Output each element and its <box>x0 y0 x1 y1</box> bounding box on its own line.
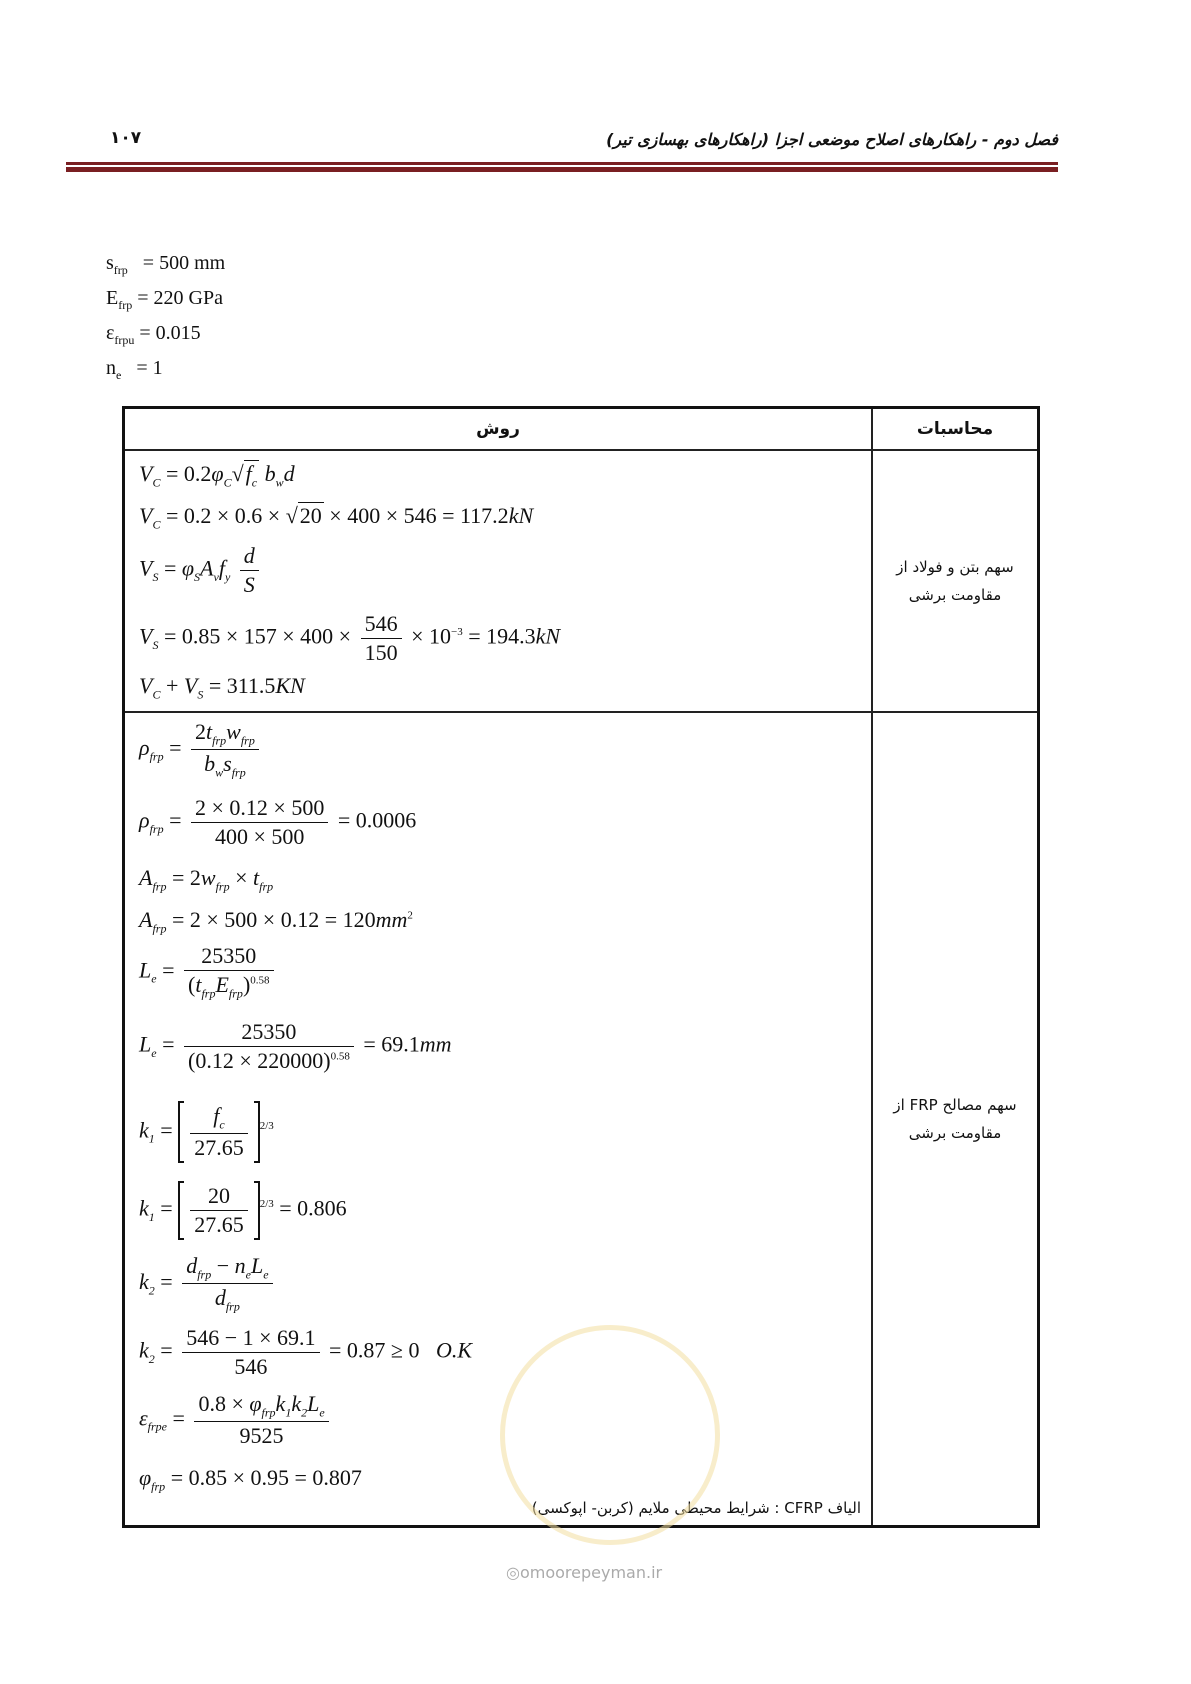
eq-afrp-value: $A_{frp} = 2 \times 500 \times 0.12 = 120mm^2$ <box>139 907 413 936</box>
eq-afrp-formula: $A_{frp} = 2w_{frp} \times t_{frp}$ <box>139 865 274 894</box>
eq-vsum: $V_C + V_S = 311.5KN$ <box>139 673 305 702</box>
eq-vs-value: $V_S = 0.85 \times 157 \times 400$ × $\frac{546}{150}$ × $10^{-3} = 194.3kN$ <box>139 611 561 665</box>
label-frp: سهم مصالح FRP از مقاومت برشی <box>872 712 1039 1526</box>
watermark-seal <box>500 1325 720 1545</box>
header-rule <box>66 162 1058 165</box>
eq-vs-formula: $V_S = \varphi_SA_vf_y$ $\frac{d}{S}$ <box>139 543 263 598</box>
eq-k2-formula: $k_2$ = $\frac{d_{frp} - n_eL_e}{d_{frp}}$ <box>139 1253 277 1315</box>
param-eps: $\varepsilon_{frpu} = 0.015$ <box>106 322 201 347</box>
header-method: روش <box>124 408 873 451</box>
input-parameters <box>106 249 225 389</box>
eq-vc-value: $V_C = 0.2 \times 0.6 \times √20 \times 400 \times 546 = 117.2kN$ <box>139 503 534 532</box>
eq-k1-formula: $k_1$ = $\frac{f_c}{27.65}$ $^{2/3}$ <box>139 1101 274 1163</box>
param-e: $E_{frp} = 220$ GPa <box>106 287 223 312</box>
chapter-title: فصل دوم - راهکارهای اصلاح موضعی اجزا (راهکارهای بهسازی تیر) <box>606 130 1058 149</box>
eq-eps-formula: $\varepsilon_{frpe}$ = $\frac{0.8 \times \varphi_{frp}k_1k_2L_e}{9525}$ <box>139 1391 333 1449</box>
eq-vc-formula: $V_C = 0.2\varphi_C√f_c$ $b_wd$ <box>139 461 295 490</box>
header-calc: محاسبات <box>872 408 1039 451</box>
header-rule-thick <box>66 167 1058 172</box>
fiber-note: الیاف CFRP : شرایط محیطی ملایم (کربن- اپوکسی) <box>531 1498 861 1517</box>
param-ne: $n_e$ = 1 <box>106 357 163 382</box>
frp-equations <box>124 712 873 1526</box>
eq-k1-value: $k_1$ = $\frac{20}{27.65}$ $^{2/3}$ = 0.806 <box>139 1181 347 1240</box>
eq-le-value: $L_e$ = $\frac{25350}{(0.12 \times 220000)^{0.58}}$ = 69.1mm <box>139 1019 452 1073</box>
eq-rho-value: $\rho_{frp}$ = $\frac{2 \times 0.12 \times 500}{400 \times 500}$ = 0.0006 <box>139 795 417 849</box>
label-concrete-steel: سهم بتن و فولاد از مقاومت برشی <box>872 450 1039 712</box>
watermark-text: ◎omoorepeyman.ir <box>506 1563 663 1582</box>
eq-rho-formula: $\rho_{frp}$ = $\frac{2t_{frp}w_{frp}}{b_ws_{frp}}$ <box>139 719 263 781</box>
page-number: ۱۰۷ <box>110 128 142 148</box>
param-s: $s_{frp}$ = 500 mm <box>106 252 226 277</box>
eq-k2-value: $k_2$ = $\frac{546 - 1 \times 69.1}{546}$ = 0.87 ≥ 0 O.K <box>139 1325 473 1379</box>
eq-phi: $\varphi_{frp} = 0.85 \times 0.95 = 0.807$ <box>139 1465 362 1494</box>
eq-le-formula: $L_e$ = $\frac{25350}{(t_{frp}E_{frp})^{0.58}}$ <box>139 943 278 1001</box>
concrete-steel-equations <box>124 450 873 712</box>
